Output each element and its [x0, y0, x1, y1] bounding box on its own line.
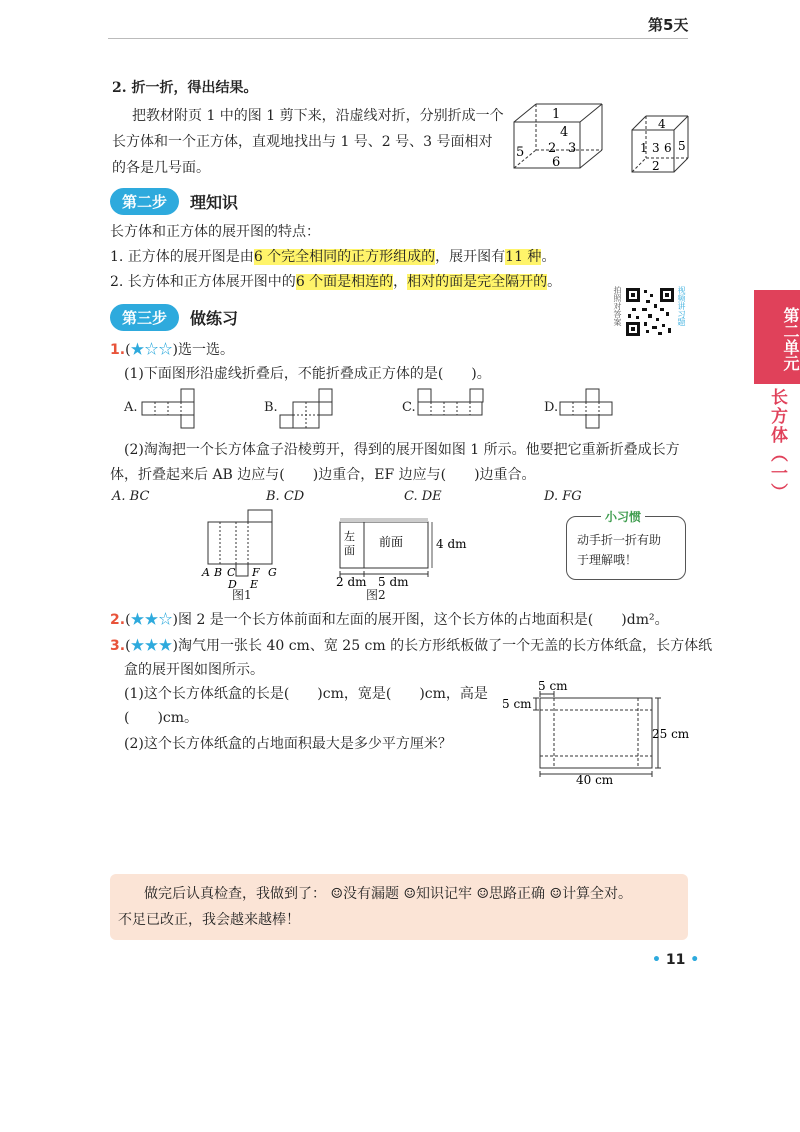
- exercise3-sub1-line1: (1)这个长方体纸盒的长是( )cm，宽是( )cm，高是: [124, 686, 488, 702]
- cube-face-4: 4: [658, 117, 666, 131]
- option-d-net: [558, 386, 628, 432]
- check-icon: ☺: [549, 886, 563, 902]
- fig1-letter-e: E: [250, 578, 259, 591]
- step2-title: 理知识: [190, 193, 239, 212]
- exercise3-sub2: (2)这个长方体纸盒的占地面积最大是多少平方厘米？: [124, 736, 452, 752]
- cuboid-face-2: 2: [548, 141, 557, 156]
- exercise2: 2.(★★☆)图 2 是一个长方体前面和左面的展开图，这个长方体的占地面积是( )dm²。: [110, 612, 669, 628]
- fig2-front-face: 前面: [379, 535, 404, 549]
- self-check-line1: [144, 884, 632, 904]
- step2-badge: 第二步: [110, 188, 179, 215]
- cube-figure: [628, 112, 690, 176]
- cube-face-5: 5: [678, 139, 686, 153]
- check-icon: ☺: [476, 886, 490, 902]
- step3-title: 做练习: [190, 309, 239, 328]
- topic-label: 长方体（一）: [767, 388, 787, 502]
- exercise1-header: 1.(★☆☆)选一选。: [110, 342, 234, 358]
- step2-point2: [110, 272, 561, 292]
- fig2-left-face-char1: 左: [344, 530, 355, 543]
- self-check-intro: 做完后认真检查，我做到了：: [144, 886, 326, 902]
- qr-right-caption: 视频讲习题: [677, 286, 686, 326]
- unit-tab: [754, 290, 800, 384]
- exercise3-number: 3.: [110, 638, 126, 654]
- step2-point1: [110, 247, 555, 267]
- fold-question-title: 2. 折一折，得出结果。: [112, 80, 258, 96]
- exercise3-line1: 3.(★★★)淘气用一张长 40 cm、宽 25 cm 的长方形纸板做了一个无盖的长方体纸盒，长方体纸: [110, 638, 713, 654]
- exercise2-number: 2.: [110, 612, 126, 628]
- point1-end: 。: [541, 249, 556, 265]
- figure2-net: [334, 516, 468, 588]
- fig1-letter-d: D: [228, 578, 237, 591]
- page-number: [652, 952, 699, 968]
- page-dot-right: •: [690, 952, 700, 968]
- check-item-1: 没有漏题: [343, 886, 400, 902]
- exercise3-stars: ★★★: [130, 638, 173, 654]
- point2-prefix: 2. 长方体和正方体展开图中的: [110, 274, 296, 290]
- cube-face-2: 2: [652, 159, 660, 173]
- page-dot-left: •: [652, 952, 661, 968]
- ex3-dim-width: 25 cm: [652, 727, 690, 741]
- fig2-dim-left: 2 dm: [336, 575, 367, 588]
- exercise3-sub1-line2: ( )cm。: [124, 710, 199, 726]
- option2-b: B. CD: [266, 489, 305, 504]
- option2-c: C. DE: [404, 489, 442, 504]
- habit-tip-line2: 于理解哦！: [577, 553, 638, 567]
- qr-code-icon[interactable]: [626, 288, 674, 336]
- figure2-caption: 图2: [366, 588, 386, 602]
- exercise1-sub1: (1)下面图形沿虚线折叠后，不能折叠成正方体的是( )。: [124, 366, 491, 382]
- option-a-net: [140, 388, 210, 432]
- point1-mid: ，展开图有: [435, 249, 506, 265]
- cube-face-1: 1: [640, 141, 648, 155]
- fig1-letter-f: F: [252, 566, 260, 579]
- habit-tip-box: [566, 510, 686, 580]
- cuboid-face-4: 4: [560, 125, 569, 140]
- fold-question-line1: 把教材附页 1 中的图 1 剪下来，沿虚线对折，分别折成一个: [132, 108, 504, 124]
- option-b-net: [278, 386, 348, 432]
- exercise3-figure: [500, 680, 700, 786]
- qr-left-caption: 拍照对答案: [613, 286, 622, 326]
- option-d-label: D.: [544, 400, 559, 415]
- fig1-letter-b: B: [214, 566, 223, 579]
- cuboid-figure: [510, 100, 610, 172]
- self-check-box: [110, 874, 688, 940]
- option2-a: A. BC: [112, 489, 150, 504]
- step2-intro: 长方体和正方体的展开图的特点：: [110, 224, 320, 240]
- exercise1-sub2-line2: 体，折叠起来后 AB 边应与( )边重合，EF 边应与( )边重合。: [110, 467, 536, 483]
- fig1-letter-g: G: [268, 566, 277, 579]
- option-b-label: B.: [264, 400, 278, 415]
- cube-face-6: 6: [664, 141, 672, 155]
- exercise1-number: 1.: [110, 342, 126, 358]
- option-c-net: [416, 388, 496, 432]
- header-divider: [108, 38, 688, 39]
- point2-mid: ，: [393, 274, 408, 290]
- check-item-3: 思路正确: [489, 886, 546, 902]
- cuboid-face-5: 5: [516, 145, 525, 160]
- cuboid-face-3: 3: [568, 141, 577, 156]
- cube-face-3: 3: [652, 141, 660, 155]
- habit-tip-title: 小习惯: [601, 508, 645, 525]
- exercise2-stars: ★★☆: [130, 612, 173, 628]
- day-label: 第5天: [648, 16, 689, 34]
- point1-highlight2: 11 种: [505, 249, 542, 265]
- exercise3-stem: 淘气用一张长 40 cm、宽 25 cm 的长方形纸板做了一个无盖的长方体纸盒，长方体纸: [178, 638, 713, 654]
- cuboid-face-1: 1: [552, 107, 561, 122]
- check-item-2: 知识记牢: [416, 886, 473, 902]
- ex3-dim-length: 40 cm: [576, 773, 614, 786]
- point1-highlight1: 6 个完全相同的正方形组成的: [253, 249, 436, 265]
- exercise1-stem: 选一选。: [178, 342, 234, 358]
- point2-end: 。: [547, 274, 562, 290]
- unit-tab-label: 第二单元: [781, 307, 800, 371]
- point2-highlight1: 6 个面是相连的: [295, 274, 394, 290]
- exercise1-sub2-line1: (2)淘淘把一个长方体盒子沿棱剪开，得到的展开图如图 1 所示。他要把它重新折叠成长方: [124, 442, 680, 458]
- exercise1-stars: ★☆☆: [130, 342, 173, 358]
- check-item-4: 计算全对。: [562, 886, 633, 902]
- fig2-dim-height: 4 dm: [436, 537, 467, 551]
- check-icon: ☺: [403, 886, 417, 902]
- exercise2-stem: 图 2 是一个长方体前面和左面的展开图，这个长方体的占地面积是( )dm²。: [178, 612, 669, 628]
- fold-question-line2: 长方体和一个正方体，直观地找出与 1 号、2 号、3 号面相对: [112, 134, 493, 150]
- option2-d: D. FG: [544, 489, 582, 504]
- exercise3-line2: 盒的展开图如图所示。: [124, 662, 264, 678]
- figure1-caption: 图1: [232, 588, 252, 602]
- fold-question-line3: 的各是几号面。: [112, 160, 210, 176]
- fig1-letter-c: C: [227, 566, 236, 579]
- ex3-dim-side: 5 cm: [502, 697, 532, 711]
- qr-block[interactable]: [612, 286, 688, 340]
- self-check-line2: 不足已改正，我会越来越棒！: [118, 912, 300, 928]
- page-number-value: 11: [665, 952, 686, 968]
- point2-highlight2: 相对的面是完全隔开的: [407, 274, 548, 290]
- point1-prefix: 1. 正方体的展开图是由: [110, 249, 254, 265]
- fig1-letter-a: A: [202, 566, 210, 579]
- option-c-label: C.: [402, 400, 416, 415]
- cuboid-face-6: 6: [552, 155, 561, 170]
- ex3-dim-top: 5 cm: [538, 680, 568, 693]
- fig2-left-face-char2: 面: [344, 544, 355, 557]
- check-icon: ☺: [330, 886, 344, 902]
- fig2-dim-front: 5 dm: [378, 575, 409, 588]
- step3-badge: 第三步: [110, 304, 179, 331]
- habit-tip-line1: 动手折一折有助: [577, 533, 662, 547]
- option-a-label: A.: [124, 400, 138, 415]
